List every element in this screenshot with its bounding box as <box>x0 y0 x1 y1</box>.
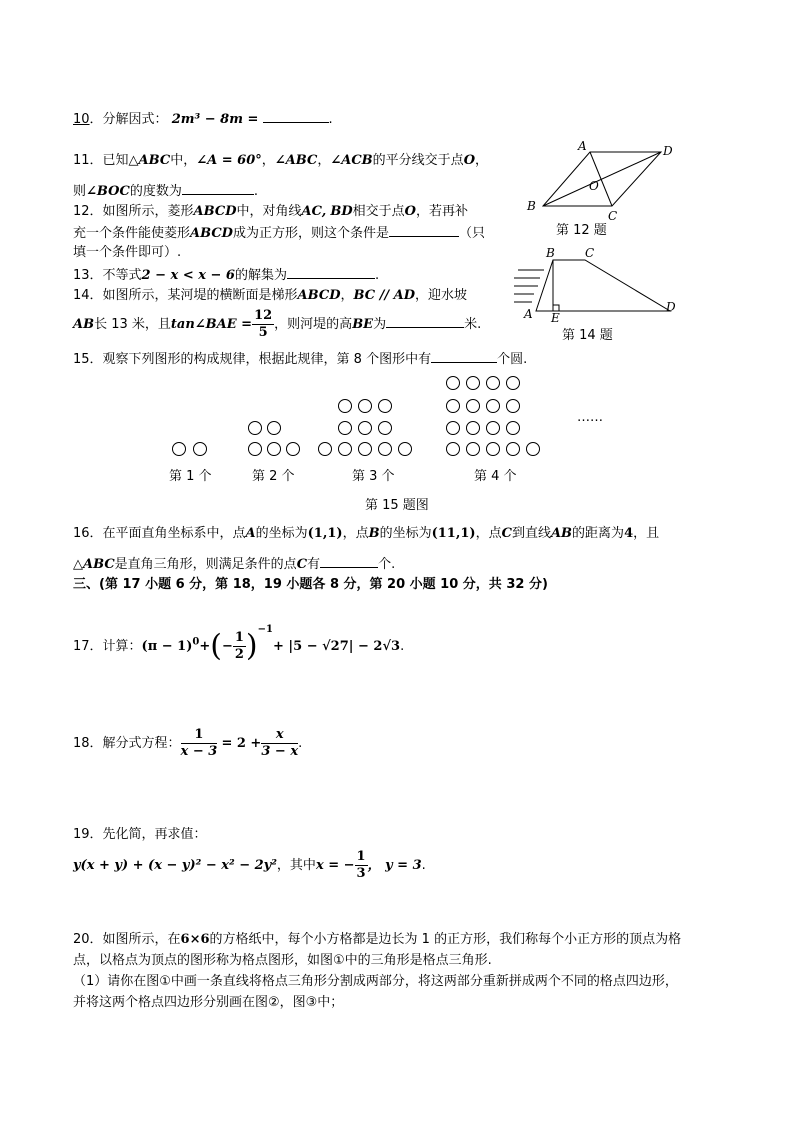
q17-abs-expr: + |5 − √27| − 2√3 <box>272 639 401 654</box>
q14-sep: ， <box>340 288 354 303</box>
q16-text-g: 的距离为 <box>572 526 625 541</box>
q19-expr: y(x + y) + (x − y)² − x² − 2y² <box>73 858 277 873</box>
q12-text-d: ，若再补 <box>415 204 468 219</box>
q12-abcd2: ABCD <box>190 226 233 241</box>
question-number: 10 <box>73 112 90 127</box>
question-16-line2 <box>73 555 395 574</box>
answer-blank[interactable] <box>182 182 254 195</box>
label-c: C <box>585 246 595 260</box>
fraction-numerator: x <box>261 727 298 744</box>
question-20 <box>73 931 681 949</box>
q10-text: ．分解因式： <box>89 112 168 127</box>
q12-o: O <box>404 204 416 219</box>
q16-line2c: 有 <box>307 557 321 572</box>
q16-b: B <box>368 526 380 541</box>
question-11 <box>73 152 488 170</box>
question-15 <box>73 350 527 369</box>
q16-line2b: 是直角三角形，则满足条件的点 <box>114 557 297 572</box>
q20-text: 20．如图所示，在 <box>73 932 181 947</box>
q12-line2a: 充一个条件能使菱形 <box>73 226 191 241</box>
q11-text-mid: 中， <box>170 153 197 168</box>
question-20-line4: 并将这两个格点四边形分别画在图②，图③中； <box>73 995 344 1010</box>
period: . <box>328 112 333 127</box>
question-14 <box>73 287 467 305</box>
q11-text: 11．已知△ <box>73 153 139 168</box>
label-d: D <box>666 300 676 314</box>
q17-neg: − <box>221 639 233 654</box>
figure-15-label-1: 第 1 个 <box>169 469 212 484</box>
fraction-numerator: 1 <box>181 727 218 744</box>
figure-12-caption: 第 12 题 <box>556 223 607 238</box>
q16-text: 16．在平面直角坐标系中，点 <box>73 526 246 541</box>
q16-a: A <box>245 526 256 541</box>
q11-line2b: 的度数为 <box>129 184 182 199</box>
question-20-line3: （1）请你在图①中画一条直线将格点三角形分割成两部分，将这两部分重新拼成两个不同的格点四边形， <box>73 974 678 989</box>
period: . <box>298 736 303 751</box>
q12-abcd: ABCD <box>193 204 237 219</box>
q17-exponent-neg1: −1 <box>257 624 273 635</box>
answer-blank[interactable] <box>389 224 459 237</box>
trapezoid-abcd <box>536 260 670 311</box>
q15-tail: 个圆. <box>497 352 528 367</box>
pattern-4 <box>447 377 540 456</box>
q16-c: C <box>501 526 512 541</box>
q12-text: 12．如图所示，菱形 <box>73 204 194 219</box>
q14-ab: AB <box>73 317 95 332</box>
question-12 <box>73 203 468 221</box>
question-11-line2 <box>73 182 258 201</box>
q14-line2a: 长 13 米，且 <box>94 317 171 332</box>
period: . <box>375 268 380 283</box>
pattern-3 <box>319 400 412 456</box>
q17-pi-minus-1: (π − 1) <box>141 639 193 654</box>
q16-point-b: (11,1) <box>431 526 476 541</box>
fraction-numerator: 1 <box>356 849 366 864</box>
q11-abc: ABC <box>138 153 171 168</box>
answer-blank[interactable] <box>431 350 497 363</box>
label-a: A <box>578 139 587 153</box>
q11-sep2: ， <box>317 153 331 168</box>
q11-angle-boc: ∠BOC <box>86 184 130 199</box>
q18-fraction-1 <box>181 727 218 760</box>
figure-15-label-4: 第 4 个 <box>474 469 517 484</box>
answer-blank[interactable] <box>320 555 378 568</box>
question-13 <box>73 266 379 285</box>
q11-point-o: O <box>463 153 476 168</box>
q14-line2c: 为 <box>373 317 387 332</box>
label-e: E <box>551 311 560 322</box>
period: . <box>400 639 405 654</box>
q16-abc: ABC <box>83 557 115 572</box>
q17-plus: + <box>199 639 211 654</box>
q12-bd: BD <box>330 204 353 219</box>
q12-line2b: 成为正方形，则这个条件是 <box>232 226 389 241</box>
q12-text-b: 中，对角线 <box>236 204 302 219</box>
question-19 <box>73 826 207 844</box>
question-10 <box>73 110 333 129</box>
q14-fraction <box>252 308 274 341</box>
q12-line2c: （只 <box>458 226 485 241</box>
question-12-line2 <box>73 224 485 243</box>
question-17 <box>73 610 404 667</box>
period: . <box>421 858 426 873</box>
fraction-denominator: 3 <box>356 866 366 881</box>
q11-tail: 的平分线交于点 <box>372 153 464 168</box>
q10-expr: 2m³ − 8m = <box>171 112 259 127</box>
q19-x-eq: x = − <box>315 858 355 873</box>
q15-text: 15．观察下列图形的构成规律，根据此规律，第 8 个图形中有 <box>73 352 432 367</box>
q19-mid: ，其中 <box>276 858 316 873</box>
figure-14 <box>510 242 680 322</box>
q16-text-b: 的坐标为 <box>255 526 308 541</box>
q16-text-d: 的坐标为 <box>379 526 432 541</box>
q16-line2a: △ <box>73 557 83 572</box>
q14-text: 14．如图所示，某河堤的横断面是梯形 <box>73 288 298 303</box>
q16-point-a: (1,1) <box>307 526 343 541</box>
q14-line2d: 米. <box>464 317 482 332</box>
q16-text-e: ，点 <box>475 526 502 541</box>
q19-fraction <box>355 849 368 882</box>
q16-c2: C <box>296 557 308 572</box>
fraction-numerator: 12 <box>254 308 273 323</box>
fraction-numerator: 1 <box>234 630 244 645</box>
q18-fraction-2 <box>261 727 298 760</box>
label-a: A <box>524 307 533 321</box>
q20-text-b: 的方格纸中，每个小方格都是边长为 1 的正方形，我们称每个小正方形的顶点为格 <box>209 932 682 947</box>
label-d: D <box>663 144 673 158</box>
q14-line2b: ，则河堤的高 <box>274 317 353 332</box>
q20-grid-size: 6×6 <box>180 932 210 947</box>
label-b: B <box>527 199 536 213</box>
q13-text: 13．不等式 <box>73 268 142 283</box>
q19-y-eq: ， y = 3 <box>367 858 422 873</box>
fraction-denominator: 3 − x <box>261 744 299 759</box>
left-paren: ( <box>210 628 222 664</box>
diagonal-bd <box>543 152 661 206</box>
question-18 <box>73 724 302 764</box>
q11-comma: ， <box>475 153 489 168</box>
q11-angle-a: ∠A = 60° <box>196 153 262 168</box>
q16-text-f: 到直线 <box>511 526 551 541</box>
q11-sep: ， <box>261 153 275 168</box>
q17-exponent-0: 0 <box>192 636 200 648</box>
q17-fraction <box>233 630 246 663</box>
right-paren: ) <box>245 628 258 664</box>
label-b: B <box>546 246 555 260</box>
q14-abcd: ABCD <box>297 288 341 303</box>
figure-15-caption: 第 15 题图 <box>365 498 429 513</box>
fraction-denominator: 2 <box>234 647 244 662</box>
q12-text-c: 相交于点 <box>352 204 405 219</box>
q18-eq: = 2 + <box>221 736 262 751</box>
q14-be: BE <box>352 317 374 332</box>
pattern-1 <box>173 443 207 456</box>
fraction-denominator: x − 3 <box>180 744 218 759</box>
fraction-denominator: 5 <box>258 325 268 340</box>
q16-text-h: ，且 <box>633 526 660 541</box>
q16-four: 4 <box>624 526 634 541</box>
section-3-heading: 三、(第 17 小题 6 分，第 18，19 小题各 8 分，第 20 小题 10 分，共 32 分) <box>73 577 548 592</box>
water-hatching <box>514 270 544 302</box>
pattern-2 <box>249 422 300 456</box>
label-c: C <box>608 209 618 223</box>
question-14-line2 <box>73 306 481 344</box>
label-o: O <box>589 179 599 193</box>
question-19-line2 <box>73 846 426 886</box>
question-16 <box>73 525 659 543</box>
q14-bc-parallel-ad: BC // AD <box>353 288 415 303</box>
q16-ab: AB <box>550 526 573 541</box>
q11-angle-abc: ∠ABC <box>274 153 318 168</box>
question-20-line2: 点，以格点为顶点的图形称为格点图形，如图①中的三角形是格点三角形. <box>73 953 492 968</box>
q14-tan: tan∠BAE = <box>170 317 253 332</box>
q13-text-b: 的解集为 <box>234 268 287 283</box>
q17-text: 17．计算： <box>73 639 142 654</box>
q19-text: 19．先化简，再求值： <box>73 827 207 842</box>
figure-15-label-3: 第 3 个 <box>352 469 395 484</box>
q16-text-c: ，点 <box>342 526 369 541</box>
q13-expr: 2 − x < x − 6 <box>141 268 235 283</box>
answer-blank[interactable] <box>386 315 464 328</box>
q14-text-b: ，迎水坡 <box>414 288 467 303</box>
period: . <box>253 184 258 199</box>
q18-text: 18．解分式方程： <box>73 736 181 751</box>
q11-line2a: 则 <box>73 184 87 199</box>
figure-14-caption: 第 14 题 <box>562 328 613 343</box>
q12-line3: 填一个条件即可）. <box>73 245 182 260</box>
answer-blank[interactable] <box>287 266 375 279</box>
figure-15-label-2: 第 2 个 <box>252 469 295 484</box>
figure-15 <box>160 370 620 460</box>
q16-line2d: 个. <box>378 557 396 572</box>
figure-15-ellipsis: …… <box>577 410 603 425</box>
question-12-line3 <box>73 244 181 262</box>
answer-blank[interactable] <box>263 110 329 123</box>
q11-angle-acb: ∠ACB <box>330 153 373 168</box>
q12-ac: AC, <box>301 204 327 219</box>
